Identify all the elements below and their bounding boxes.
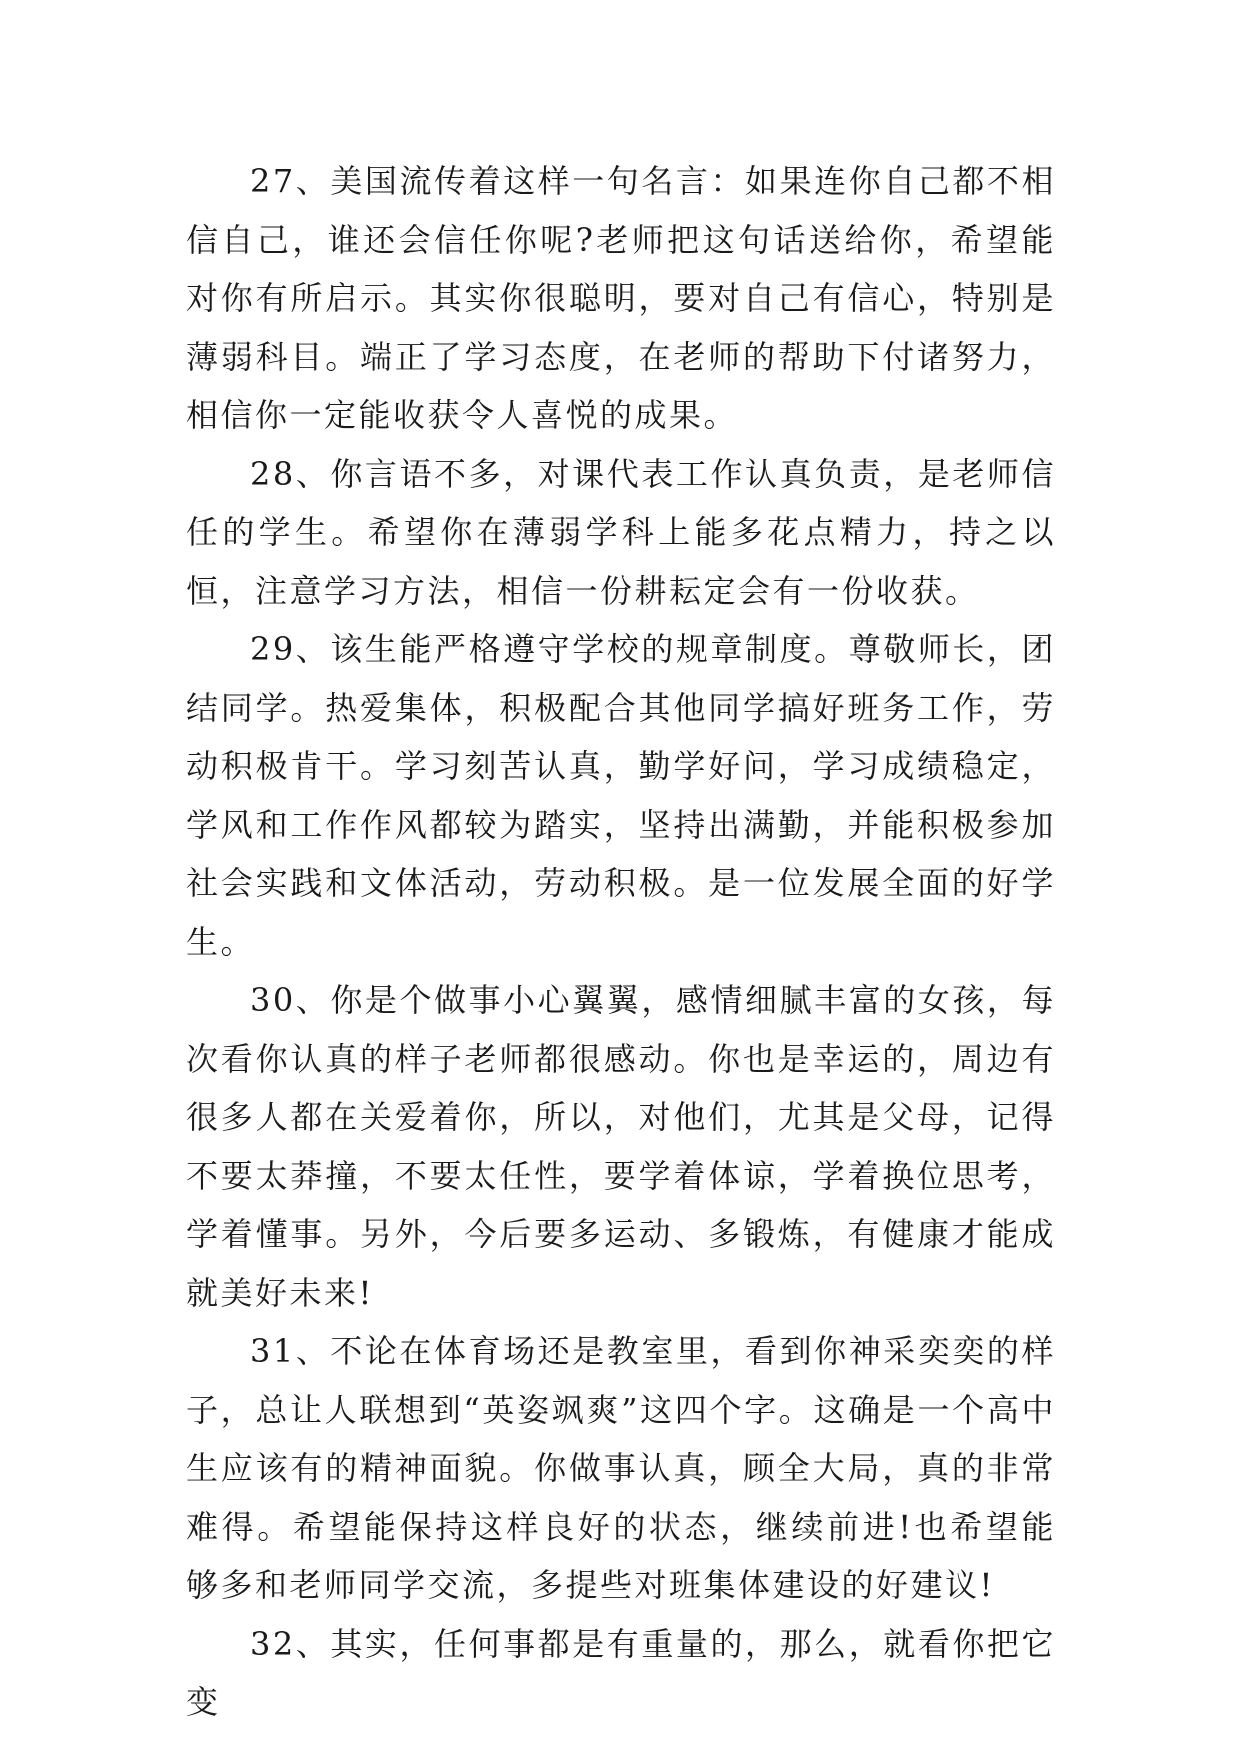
comment-paragraph-28: 28、你言语不多，对课代表工作认真负责，是老师信任的学生。希望你在薄弱学科上能多花点精力，持之以恒，注意学习方法，相信一份耕耘定会有一份收获。 (186, 454, 1056, 610)
comment-paragraph-32: 32、其实，任何事都是有重量的，那么，就看你把它变 (186, 1624, 1056, 1721)
comment-paragraph-27: 27、美国流传着这样一句名言：如果连你自己都不相信自己，谁还会信任你呢?老师把这句话送给你，希望能对你有所启示。其实你很聪明，要对自己有信心，特别是薄弱科目。端正了学习态度，在老师的帮助下付诸努力，相信你一定能收获令人喜悦的成果。 (186, 162, 1056, 434)
comment-paragraph-31: 31、不论在体育场还是教室里，看到你神采奕奕的样子，总让人联想到“英姿飒爽”这四个字。这确是一个高中生应该有的精神面貌。你做事认真，顾全大局，真的非常难得。希望能保持这样良好的状态，继续前进!也希望能够多和老师同学交流，多提些对班集体建设的好建议! (186, 1332, 1056, 1604)
document-body (186, 152, 1056, 1732)
comment-paragraph-29: 29、该生能严格遵守学校的规章制度。尊敬师长，团结同学。热爱集体，积极配合其他同学搞好班务工作，劳动积极肯干。学习刻苦认真，勤学好问，学习成绩稳定，学风和工作作风都较为踏实，坚持出满勤，并能积极参加社会实践和文体活动，劳动积极。是一位发展全面的好学生。 (186, 630, 1056, 961)
comment-paragraph-30: 30、你是个做事小心翼翼，感情细腻丰富的女孩，每次看你认真的样子老师都很感动。你也是幸运的，周边有很多人都在关爱着你，所以，对他们，尤其是父母，记得不要太莽撞，不要太任性，要学着体谅，学着换位思考，学着懂事。另外，今后要多运动、多锻炼，有健康才能成就美好未来! (186, 981, 1056, 1312)
